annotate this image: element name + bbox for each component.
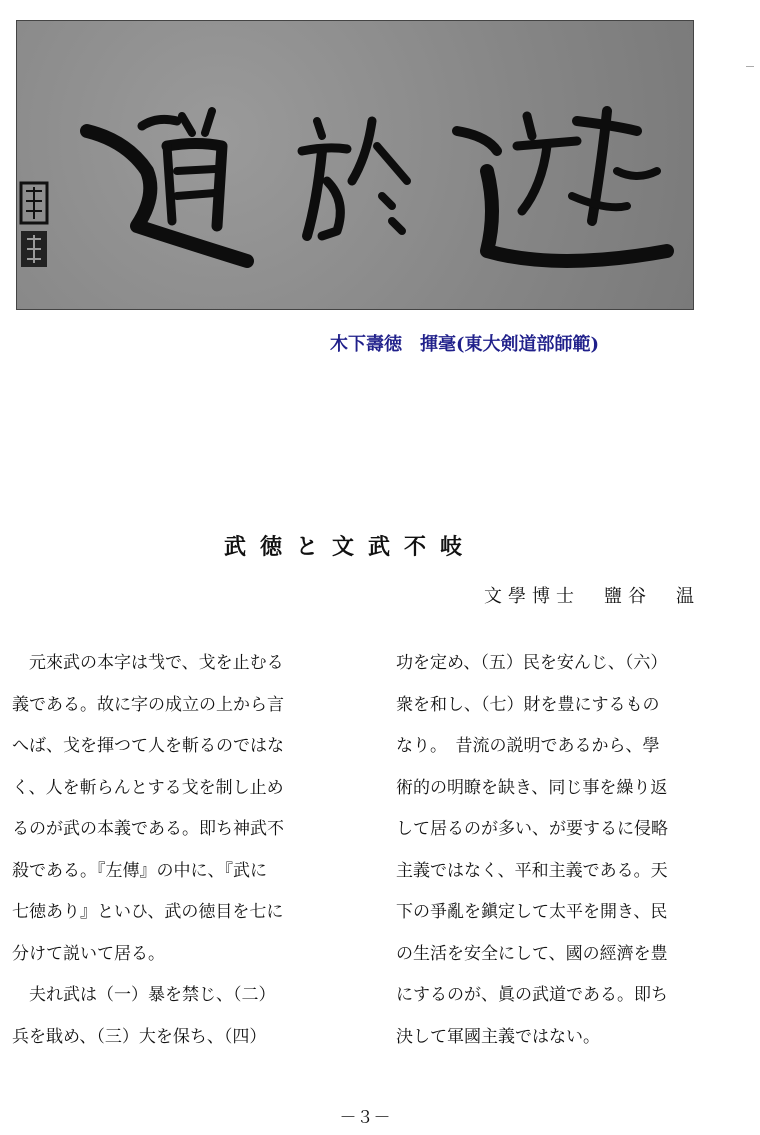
text-line: 功を定め、（五）民を安んじ、（六） (396, 653, 668, 673)
calligraphy-character-1 (87, 111, 247, 261)
text-line: 義である。故に字の成立の上から言 (12, 694, 284, 715)
text-line: 分けて説いて居る。 (12, 943, 165, 964)
text-line: 殺である。『左傳』の中に、『武に (12, 860, 267, 881)
calligraphy-character-3 (457, 111, 667, 261)
text-line: 衆を和し、（七）財を豊にするもの (396, 694, 660, 715)
left-column (12, 643, 312, 1058)
text-line: へば、戈を揮つて人を斬るのではな (12, 736, 284, 756)
text-line: 七徳あり』といひ、武の徳目を七に (12, 902, 284, 922)
text-line: 夫れ武は（一）暴を禁じ、（二） (12, 985, 276, 1005)
right-column (396, 643, 696, 1058)
calligraphy-plate (16, 20, 694, 310)
text-line: 元來武の本字は𢦏で、戈を止むる (12, 653, 284, 673)
calligraphy-artwork (17, 21, 694, 310)
text-line: 下の爭亂を鎭定して太平を開き、民 (396, 902, 668, 922)
text-line: 決して軍國主義ではない。 (396, 1026, 600, 1047)
text-line: の生活を安全にして、國の經濟を豊 (396, 943, 668, 964)
edge-mark (746, 66, 754, 67)
text-line: 兵を戢め、（三）大を保ち、（四） (12, 1026, 267, 1047)
text-line: にするのが、眞の武道である。即ち (396, 985, 668, 1005)
text-line: 主義ではなく、平和主義である。天 (396, 860, 668, 881)
text-line: 術的の明瞭を缺き、同じ事を繰り返 (396, 777, 668, 798)
page-number: －３－ (339, 1108, 391, 1128)
article-title: 武徳と文武不岐 (223, 535, 476, 560)
calligraphy-character-2 (302, 121, 407, 236)
article-author: 文學博士 鹽谷 温 (484, 586, 700, 607)
text-line: なり。 昔流の説明であるから、學 (396, 736, 660, 756)
text-line: るのが武の本義である。即ち神武不 (12, 819, 284, 839)
plate-caption: 木下壽徳 揮毫(東大剣道部師範) (330, 334, 600, 355)
text-line: く、人を斬らんとする戈を制し止め (12, 777, 284, 798)
text-line: して居るのが多い、が要するに侵略 (396, 819, 668, 839)
